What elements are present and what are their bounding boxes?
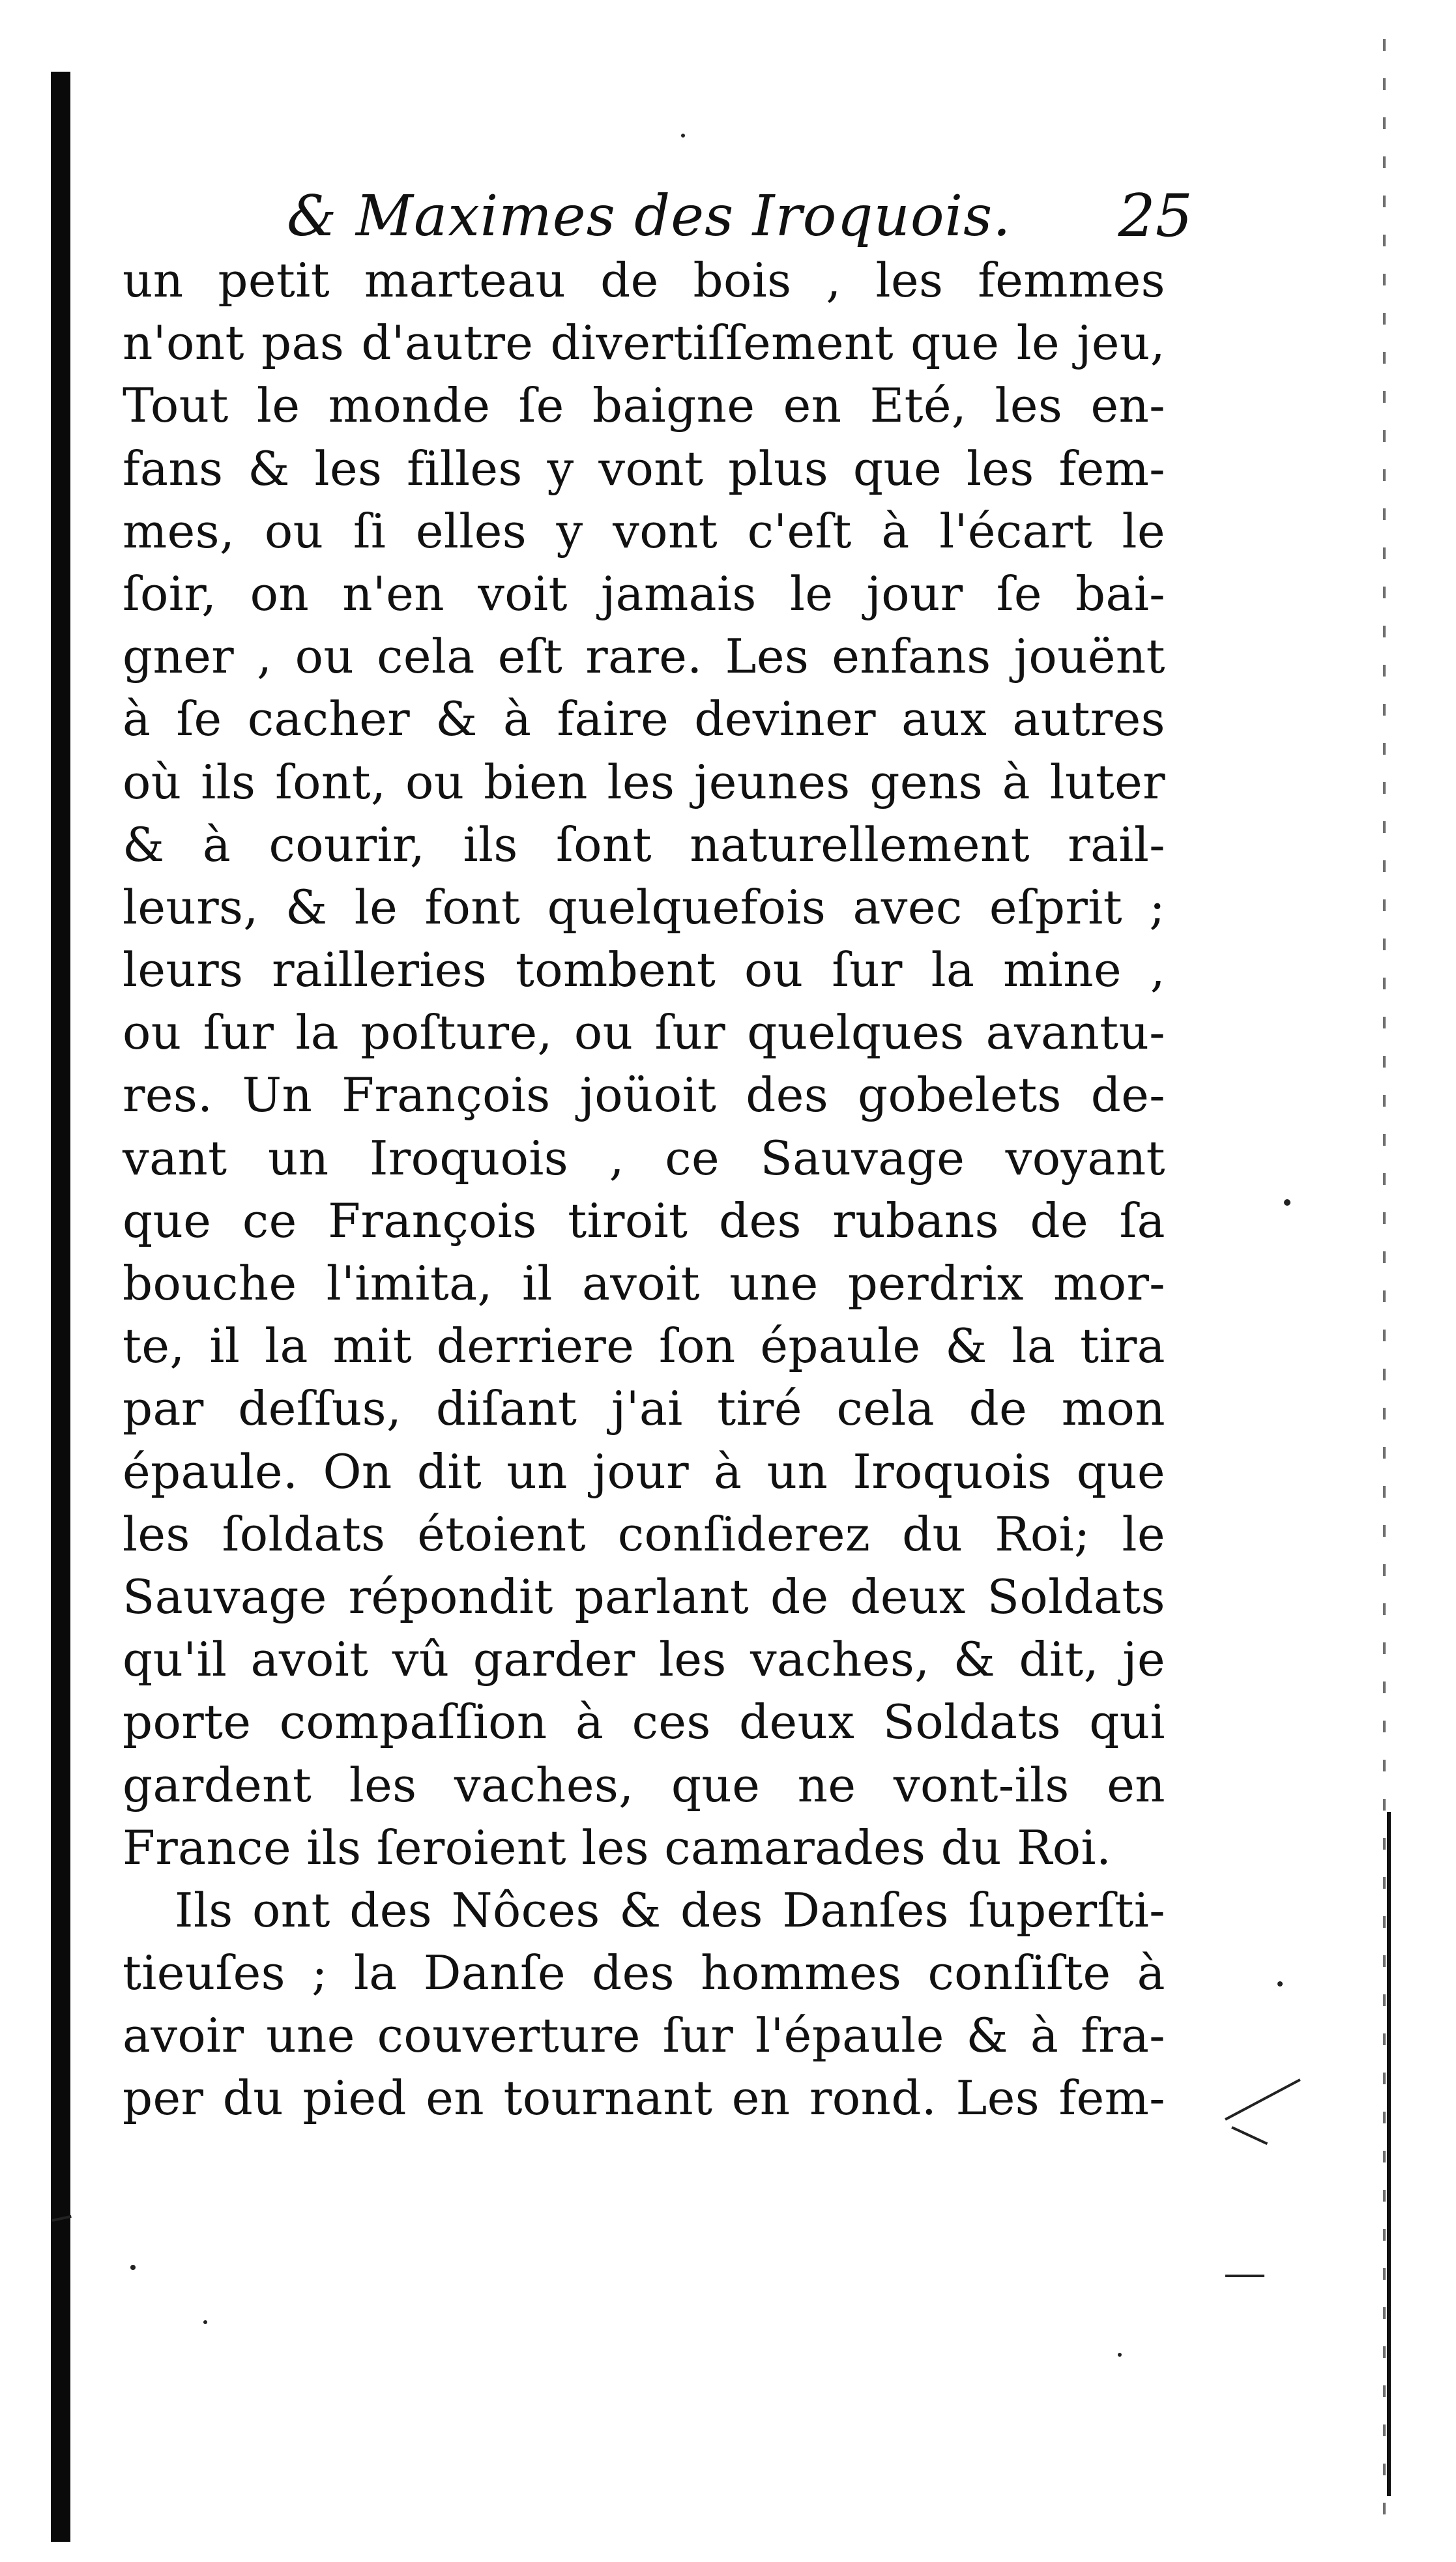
text-line: leurs, & le font quelquefois avec eſprit ; <box>123 879 1165 935</box>
text-line: te, il la mit derriere ſon épaule & la tira <box>123 1318 1165 1374</box>
text-line: qu'il avoit vû garder les vaches, & dit, je <box>123 1632 1165 1687</box>
text-line: ſoir, on n'en voit jamais le jour ſe bai- <box>123 566 1165 621</box>
text-line: Sauvage répondit parlant de deux Soldats <box>123 1569 1165 1624</box>
text-line: Tout le monde ſe baigne en Eté, les en- <box>123 378 1165 433</box>
page-edge-right-dark <box>1387 1812 1391 2496</box>
ink-speck <box>1118 2353 1122 2357</box>
page-edge-right <box>1383 39 1386 2529</box>
text-line: tieuſes ; la Danſe des hommes conſiſte à <box>123 1945 1165 2001</box>
text-line: & à courir, ils ſont naturellement rail- <box>123 817 1165 872</box>
stray-mark <box>1225 2078 1301 2121</box>
text-line: n'ont pas d'autre divertiſſement que le jeu, <box>123 315 1165 371</box>
text-line: gardent les vaches, que ne vont-ils en <box>123 1757 1165 1812</box>
text-line: gner , ou cela eſt rare. Les enfans jouënt <box>123 629 1165 684</box>
text-line: per du pied en tournant en rond. Les fem- <box>123 2071 1165 2126</box>
running-head-title: & Maximes des Iroquois. <box>287 184 1012 249</box>
ink-speck <box>681 134 685 138</box>
text-line: France ils ſeroient les camarades du Roi. <box>123 1820 1112 1875</box>
ink-speck <box>203 2320 207 2324</box>
stray-mark <box>1231 2126 1268 2145</box>
body-text <box>123 249 1165 2130</box>
text-line: vant un Iroquois , ce Sauvage voyant <box>123 1130 1165 1186</box>
text-line: leurs railleries tombent ou ſur la mine , <box>123 942 1165 998</box>
text-line: ou ſur la poſture, ou ſur quelques avantu- <box>123 1005 1165 1060</box>
text-line: mes, ou ſi elles y vont c'eſt à l'écart le <box>123 503 1165 559</box>
text-line: à ſe cacher & à faire deviner aux autres <box>123 691 1165 747</box>
text-line: porte compaſſion à ces deux Soldats qui <box>123 1695 1165 1750</box>
ink-speck <box>130 2265 136 2270</box>
text-line: que ce François tiroit des rubans de ſa <box>123 1193 1165 1248</box>
text-line: épaule. On dit un jour à un Iroquois que <box>123 1444 1165 1499</box>
text-line: res. Un François joüoit des gobelets de- <box>123 1068 1165 1123</box>
text-line: les ſoldats étoient conſiderez du Roi; le <box>123 1506 1165 1562</box>
stray-mark <box>1225 2275 1264 2277</box>
text-line: avoir une couverture ſur l'épaule & à fra- <box>123 2008 1165 2063</box>
text-line: où ils ſont, ou bien les jeunes gens à luter <box>123 754 1165 809</box>
text-line: par deſſus, diſant j'ai tiré cela de mon <box>123 1381 1165 1436</box>
ink-speck <box>1277 1981 1283 1987</box>
ink-speck <box>1284 1199 1290 1206</box>
page-number: 25 <box>1118 182 1193 250</box>
text-line: bouche l'imita, il avoit une perdrix mor- <box>123 1256 1165 1311</box>
text-line: fans & les filles y vont plus que les fem- <box>123 441 1165 496</box>
text-line: un petit marteau de bois , les femmes <box>123 253 1165 308</box>
paragraph-start-line: Ils ont des Nôces & des Danſes ſuperſti- <box>175 1882 1165 1938</box>
binding-edge-shadow <box>51 72 70 2542</box>
